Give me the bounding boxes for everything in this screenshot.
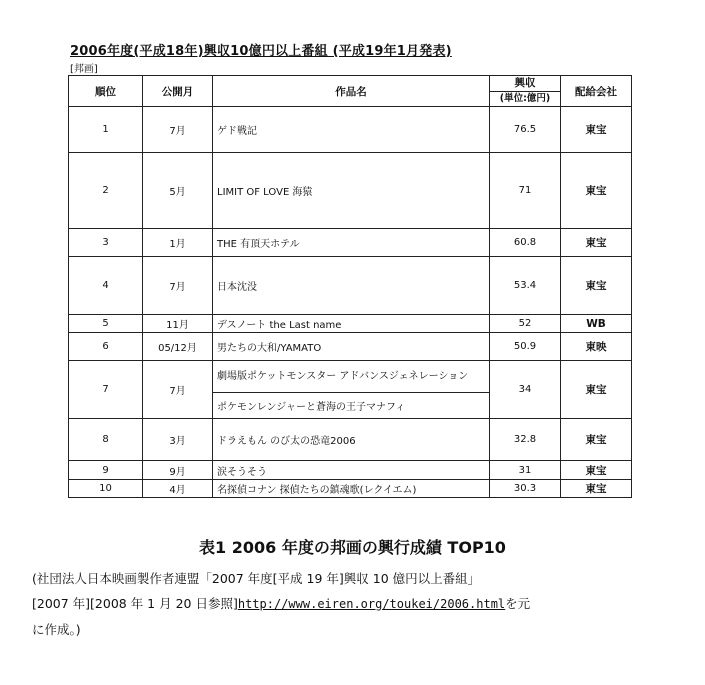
release-cell: 4月 <box>143 480 213 498</box>
release-cell: 9月 <box>143 461 213 480</box>
title-cell: 名探偵コナン 探偵たちの鎮魂歌(レクイエム) <box>213 480 490 498</box>
rank-cell: 7 <box>69 361 143 419</box>
header-gross-label: 興収 <box>514 77 536 89</box>
rank-cell: 3 <box>69 229 143 257</box>
release-cell: 5月 <box>143 153 213 229</box>
title-cell: デスノート the Last name <box>213 315 490 333</box>
figure-caption: 表1 2006 年度の邦画の興行成績 TOP10 <box>199 538 506 557</box>
title-cell: 日本沈没 <box>213 257 490 315</box>
release-cell: 3月 <box>143 419 213 461</box>
title-cell: LIMIT OF LOVE 海猿 <box>213 153 490 229</box>
distributor-cell: 東宝 <box>561 153 632 229</box>
distributor-cell: 東宝 <box>561 257 632 315</box>
table-row <box>69 333 632 361</box>
source-line-2-post: を元 <box>505 596 531 611</box>
header-release: 公開月 <box>143 76 213 107</box>
distributor-cell: 東宝 <box>561 419 632 461</box>
source-line-3: に作成。) <box>32 622 81 637</box>
distributor-cell: 東宝 <box>561 107 632 153</box>
rank-cell: 1 <box>69 107 143 153</box>
table-row <box>69 361 632 393</box>
gross-cell: 53.4 <box>490 257 561 315</box>
gross-cell: 50.9 <box>490 333 561 361</box>
rank-cell: 8 <box>69 419 143 461</box>
table-row <box>69 229 632 257</box>
table-row <box>69 107 632 153</box>
header-gross-unit: (単位:億円) <box>490 91 560 105</box>
header-title: 作品名 <box>213 76 490 107</box>
rank-cell: 5 <box>69 315 143 333</box>
release-cell: 7月 <box>143 257 213 315</box>
gross-cell: 71 <box>490 153 561 229</box>
rank-cell: 2 <box>69 153 143 229</box>
rank-cell: 6 <box>69 333 143 361</box>
title-cell-secondary: ポケモンレンジャーと蒼海の王子マナフィ <box>213 393 490 419</box>
gross-cell: 31 <box>490 461 561 480</box>
table-row <box>69 315 632 333</box>
title-cell: THE 有頂天ホテル <box>213 229 490 257</box>
table-row <box>69 419 632 461</box>
source-link[interactable]: http://www.eiren.org/toukei/2006.html <box>237 597 506 611</box>
gross-cell: 32.8 <box>490 419 561 461</box>
gross-cell: 52 <box>490 315 561 333</box>
gross-cell: 76.5 <box>490 107 561 153</box>
table-header-row <box>69 76 632 107</box>
title-cell: 男たちの大和/YAMATO <box>213 333 490 361</box>
title-cell: 涙そうそう <box>213 461 490 480</box>
table-row <box>69 153 632 229</box>
distributor-cell: 東映 <box>561 333 632 361</box>
table-heading: 2006年度(平成18年)興収10億円以上番組 (平成19年1月発表) <box>70 44 452 59</box>
box-office-table <box>68 75 632 498</box>
title-cell: ドラえもん のび太の恐竜2006 <box>213 419 490 461</box>
distributor-cell: WB <box>561 315 632 333</box>
distributor-cell: 東宝 <box>561 361 632 419</box>
distributor-cell: 東宝 <box>561 229 632 257</box>
title-cell: 劇場版ポケットモンスター アドバンスジェネレーション <box>213 361 490 393</box>
rank-cell: 9 <box>69 461 143 480</box>
title-cell: ゲド戦記 <box>213 107 490 153</box>
distributor-cell: 東宝 <box>561 480 632 498</box>
header-gross <box>490 76 561 107</box>
category-label: [邦画] <box>70 64 98 75</box>
rank-cell: 10 <box>69 480 143 498</box>
header-rank: 順位 <box>69 76 143 107</box>
release-cell: 7月 <box>143 361 213 419</box>
distributor-cell: 東宝 <box>561 461 632 480</box>
table-row <box>69 480 632 498</box>
source-line-2 <box>32 591 692 617</box>
release-cell: 1月 <box>143 229 213 257</box>
gross-cell: 60.8 <box>490 229 561 257</box>
rank-cell: 4 <box>69 257 143 315</box>
release-cell: 7月 <box>143 107 213 153</box>
source-line-1: (社団法人日本映画製作者連盟「2007 年度[平成 19 年]興収 10 億円以上番組」 <box>32 571 481 586</box>
release-cell: 11月 <box>143 315 213 333</box>
source-citation <box>32 566 692 642</box>
table-row <box>69 461 632 480</box>
gross-cell: 34 <box>490 361 561 419</box>
header-distributor: 配給会社 <box>561 76 632 107</box>
table-row <box>69 257 632 315</box>
release-cell: 05/12月 <box>143 333 213 361</box>
source-line-2-pre: [2007 年][2008 年 1 月 20 日参照] <box>32 596 238 611</box>
gross-cell: 30.3 <box>490 480 561 498</box>
